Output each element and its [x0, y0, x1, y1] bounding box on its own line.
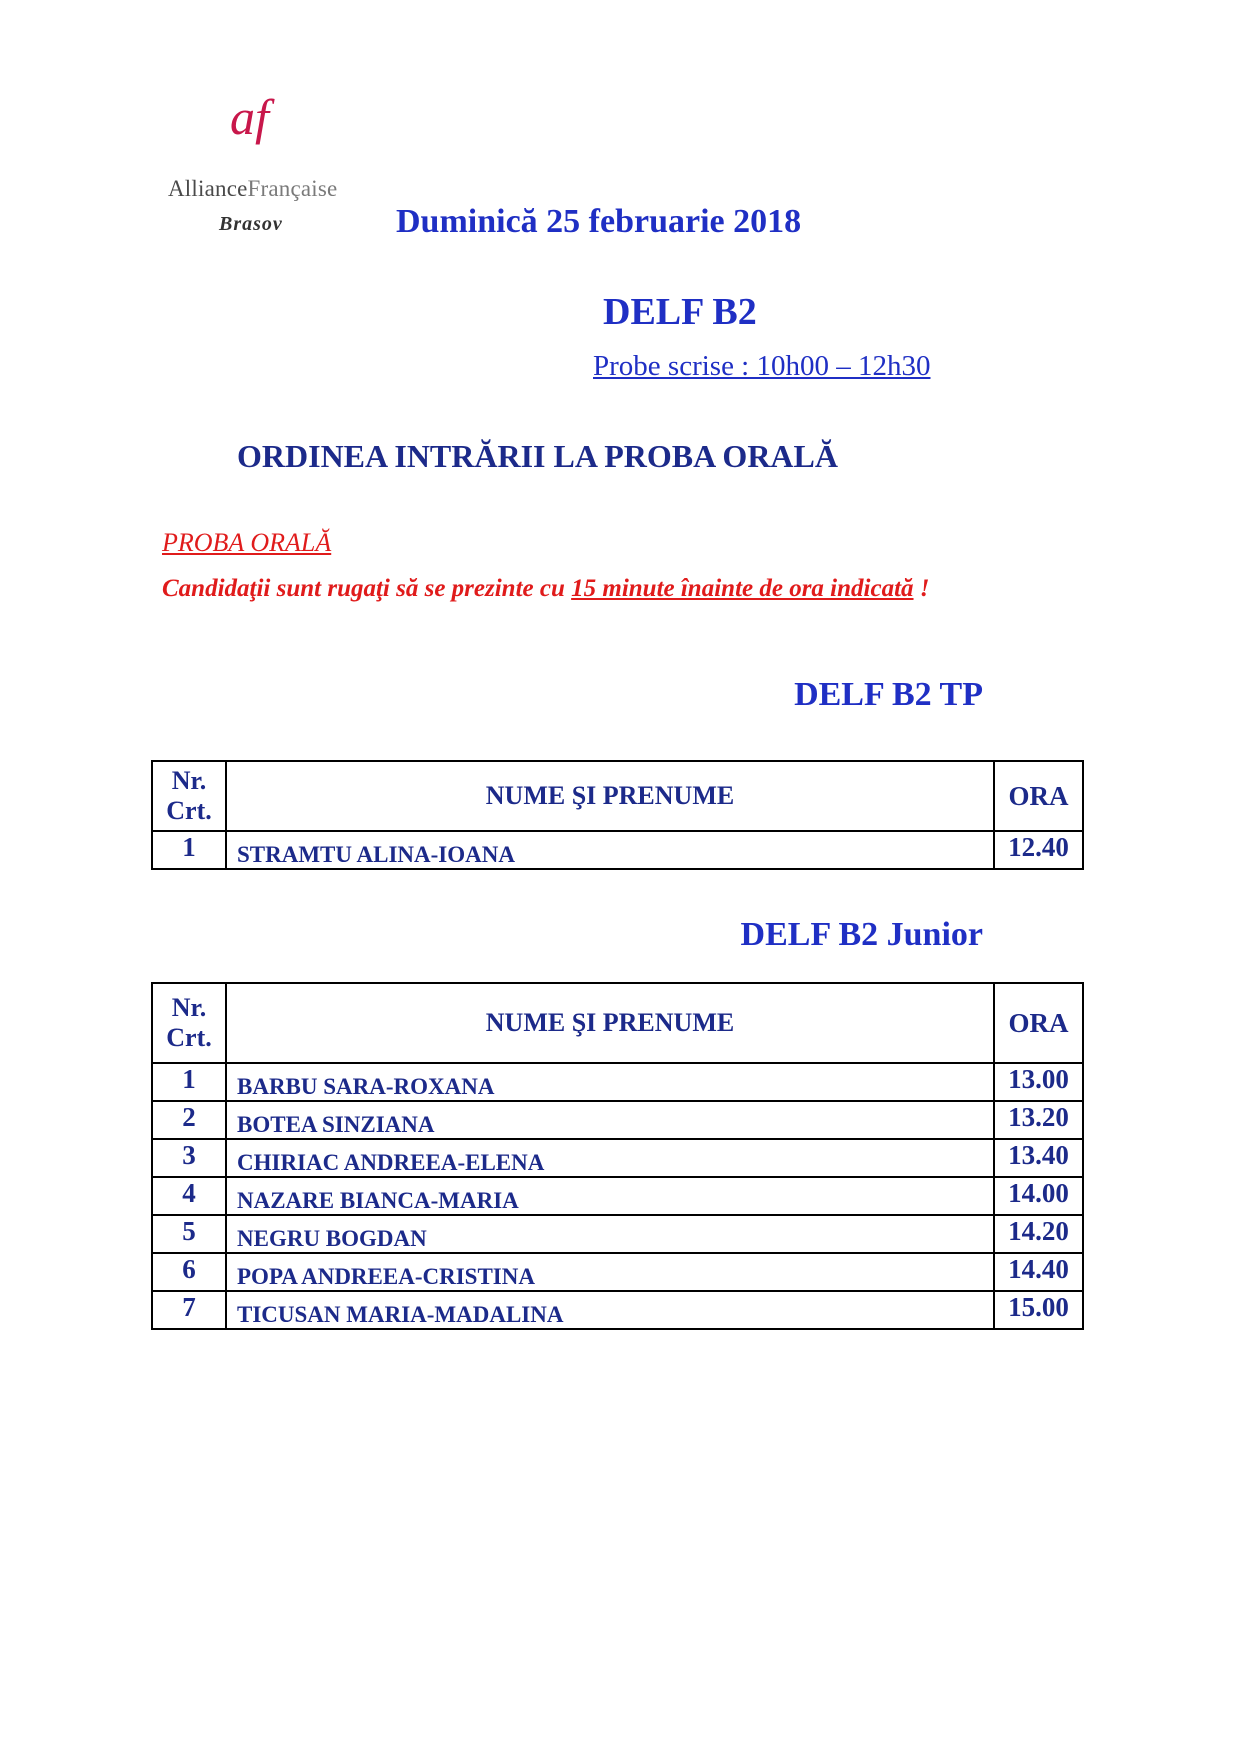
candidate-name: STRAMTU ALINA-IOANA — [226, 831, 994, 869]
column-header-nr-line2: Crt. — [166, 796, 212, 825]
oral-time: 14.20 — [994, 1215, 1083, 1253]
column-header-name: NUME ŞI PRENUME — [226, 983, 994, 1063]
column-header-nr-line1: Nr. — [171, 993, 207, 1022]
section-title-delf-b2-junior: DELF B2 Junior — [740, 916, 983, 953]
row-number: 6 — [152, 1253, 226, 1291]
candidate-name: NAZARE BIANCA-MARIA — [226, 1177, 994, 1215]
oral-time: 14.40 — [994, 1253, 1083, 1291]
row-number: 1 — [152, 1063, 226, 1101]
table-row — [152, 1291, 1083, 1329]
oral-time: 13.20 — [994, 1101, 1083, 1139]
table-row — [152, 1215, 1083, 1253]
candidate-name: BARBU SARA-ROXANA — [226, 1063, 994, 1101]
logo-city: Brasov — [219, 213, 283, 235]
row-number: 5 — [152, 1215, 226, 1253]
table-row — [152, 831, 1083, 869]
column-header-nr-line2: Crt. — [166, 1023, 212, 1052]
logo-wordmark-alliance: Alliance — [168, 176, 248, 201]
notice-text-underlined: 15 minute înainte de ora indicată — [571, 575, 914, 602]
oral-time: 13.00 — [994, 1063, 1083, 1101]
oral-time: 13.40 — [994, 1139, 1083, 1177]
notice-text-before: Candidaţii sunt rugaţi să se prezinte cu — [162, 575, 572, 602]
exam-date: Duminică 25 februarie 2018 — [396, 203, 802, 240]
alliance-francaise-logo-icon — [226, 90, 296, 148]
column-header-nr-line1: Nr. — [171, 766, 207, 795]
row-number: 1 — [152, 831, 226, 869]
candidate-name: CHIRIAC ANDREEA-ELENA — [226, 1139, 994, 1177]
candidate-name: TICUSAN MARIA-MADALINA — [226, 1291, 994, 1329]
oral-test-label: PROBA ORALĂ — [162, 528, 332, 557]
column-header-time: ORA — [994, 761, 1083, 831]
table-header-row — [152, 761, 1083, 831]
oral-time: 12.40 — [994, 831, 1083, 869]
row-number: 2 — [152, 1101, 226, 1139]
oral-time: 15.00 — [994, 1291, 1083, 1329]
row-number: 4 — [152, 1177, 226, 1215]
table-row — [152, 1139, 1083, 1177]
column-header-time: ORA — [994, 983, 1083, 1063]
candidate-name: BOTEA SINZIANA — [226, 1101, 994, 1139]
candidate-name: NEGRU BOGDAN — [226, 1215, 994, 1253]
row-number: 3 — [152, 1139, 226, 1177]
notice-text-after: ! — [913, 575, 930, 602]
logo-wordmark — [168, 176, 337, 202]
table-row — [152, 1063, 1083, 1101]
schedule-table-delf-b2-junior — [151, 982, 1084, 1330]
table-row — [152, 1177, 1083, 1215]
written-tests-schedule: Probe scrise : 10h00 – 12h30 — [593, 350, 931, 382]
table-row — [152, 1253, 1083, 1291]
exam-title: DELF B2 — [603, 291, 757, 333]
oral-time: 14.00 — [994, 1177, 1083, 1215]
column-header-name: NUME ŞI PRENUME — [226, 761, 994, 831]
logo-wordmark-francaise: Française — [247, 176, 338, 201]
column-header-nr — [152, 983, 226, 1063]
column-header-nr — [152, 761, 226, 831]
svg-text:af: af — [230, 90, 269, 145]
candidate-name: POPA ANDREEA-CRISTINA — [226, 1253, 994, 1291]
row-number: 7 — [152, 1291, 226, 1329]
schedule-table-delf-b2-tp — [151, 760, 1084, 870]
order-title: ORDINEA INTRĂRII LA PROBA ORALĂ — [237, 438, 838, 474]
arrival-notice — [162, 575, 930, 603]
section-title-delf-b2-tp: DELF B2 TP — [794, 676, 983, 713]
table-header-row — [152, 983, 1083, 1063]
table-row — [152, 1101, 1083, 1139]
